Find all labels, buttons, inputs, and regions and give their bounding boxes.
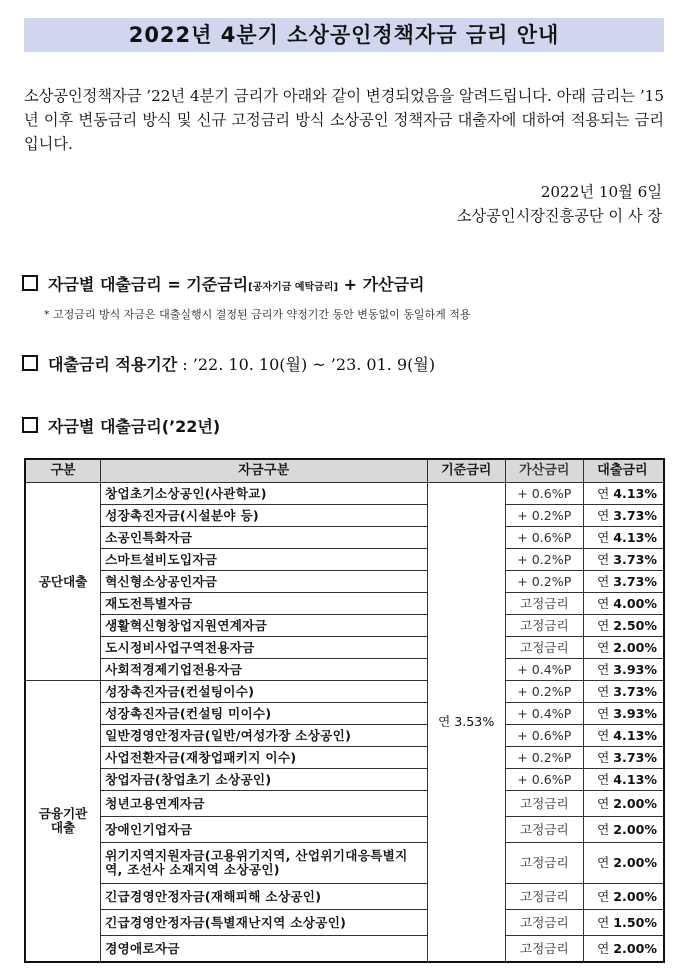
add-rate: 고정금리	[505, 791, 583, 817]
add-rate: + 0.4%P	[505, 703, 583, 725]
rate-value: 4.13%	[613, 485, 657, 501]
loan-rate	[583, 936, 664, 963]
fund-name: 생활혁신형창업지원연계자금	[101, 615, 428, 637]
add-rate: + 0.2%P	[505, 571, 583, 593]
table-row	[25, 725, 664, 747]
rate-prefix: 연	[597, 705, 610, 721]
intro-paragraph: 소상공인정책자금 ’22년 4분기 금리가 아래와 같이 변경되었음을 알려드립니다. 아래 금리는 ’15년 이후 변동금리 방식 및 신규 고정금리 방식 소상공인 정책자금 대출자에 대하여 적용되는 금리입니다.	[24, 87, 664, 153]
rate-value: 4.00%	[613, 595, 657, 611]
fund-name: 성장촉진자금(시설분야 등)	[101, 505, 428, 527]
table-body	[25, 483, 664, 963]
header-base-rate: 기준금리	[427, 459, 505, 483]
fund-name: 긴급경영안정자금(재해피해 소상공인)	[101, 884, 428, 910]
fund-name: 위기지역지원자금(고용위기지역, 산업위기대응특별지역, 조선사 소재지역 소상공인)	[101, 843, 428, 884]
rate-prefix: 연	[597, 855, 610, 870]
loan-rate	[583, 615, 664, 637]
loan-rate	[583, 593, 664, 615]
table-row	[25, 615, 664, 637]
rate-value: 3.73%	[613, 749, 657, 765]
period-value: : ’22. 10. 10(월) ~ ’23. 01. 9(월)	[177, 355, 436, 374]
rate-prefix: 연	[597, 617, 610, 633]
table-row	[25, 791, 664, 817]
add-rate: + 0.2%P	[505, 505, 583, 527]
loan-rate	[583, 791, 664, 817]
add-rate: 고정금리	[505, 637, 583, 659]
table-row	[25, 637, 664, 659]
rate-prefix: 연	[597, 914, 610, 930]
rate-prefix: 연	[597, 639, 610, 655]
rate-value: 1.50%	[613, 914, 657, 930]
rate-prefix: 연	[597, 771, 610, 787]
add-rate: + 0.2%P	[505, 681, 583, 703]
fixed-rate-note: * 고정금리 방식 자금은 대출실행시 결정된 금리가 약정기간 동안 변동없이 동일하게 적용	[44, 308, 471, 321]
add-rate: + 0.6%P	[505, 483, 583, 505]
signer: 소상공인시장진흥공단 이 사 장	[456, 207, 662, 225]
rate-prefix: 연	[597, 888, 610, 904]
loan-rate	[583, 725, 664, 747]
rate-prefix: 연	[597, 507, 610, 523]
group-bank-loan-line1: 금융기관	[38, 806, 88, 821]
rate-prefix: 연	[597, 661, 610, 677]
header-loan-rate: 대출금리	[583, 459, 664, 483]
fund-name: 창업초기소상공인(사관학교)	[101, 483, 428, 505]
rate-prefix: 연	[597, 485, 610, 501]
date-signature	[457, 180, 662, 228]
section-period	[22, 352, 435, 375]
rate-prefix: 연	[597, 529, 610, 545]
table-row	[25, 843, 664, 884]
fund-name: 긴급경영안정자금(특별재난지역 소상공인)	[101, 910, 428, 936]
rate-value: 3.73%	[613, 683, 657, 699]
group-agency-loan: 공단대출	[25, 483, 101, 681]
table-row	[25, 936, 664, 963]
loan-rate	[583, 769, 664, 791]
fund-name: 성장촉진자금(컨설팅이수)	[101, 681, 428, 703]
loan-rate	[583, 884, 664, 910]
add-rate: + 0.2%P	[505, 549, 583, 571]
fund-name: 사업전환자금(재창업패키지 이수)	[101, 747, 428, 769]
fund-name: 경영애로자금	[101, 936, 428, 963]
fund-name: 도시정비사업구역전용자금	[101, 637, 428, 659]
base-rate: 연 3.53%	[427, 483, 505, 963]
rate-value: 2.00%	[613, 888, 657, 904]
fund-name: 창업자금(창업초기 소상공인)	[101, 769, 428, 791]
table-row	[25, 747, 664, 769]
table-row	[25, 703, 664, 725]
table-row	[25, 593, 664, 615]
group-bank-loan-line2: 대출	[50, 820, 76, 835]
rate-value: 3.73%	[613, 551, 657, 567]
rate-prefix: 연	[597, 749, 610, 765]
fund-name: 재도전특별자금	[101, 593, 428, 615]
add-rate: 고정금리	[505, 884, 583, 910]
table-row	[25, 505, 664, 527]
table-header-row	[25, 459, 664, 483]
add-rate: + 0.6%P	[505, 725, 583, 747]
table-row	[25, 817, 664, 843]
rate-value: 2.50%	[613, 617, 657, 633]
rate-value: 3.93%	[613, 705, 657, 721]
fund-name: 청년고용연계자금	[101, 791, 428, 817]
table-row	[25, 910, 664, 936]
add-rate: 고정금리	[505, 615, 583, 637]
add-rate: 고정금리	[505, 910, 583, 936]
rate-table	[24, 458, 665, 963]
header-add-rate: 가산금리	[505, 459, 583, 483]
add-rate: 고정금리	[505, 817, 583, 843]
table-row	[25, 884, 664, 910]
table-row	[25, 571, 664, 593]
rate-prefix: 연	[597, 795, 610, 811]
add-rate: 고정금리	[505, 593, 583, 615]
loan-rate	[583, 817, 664, 843]
section-rate-formula	[22, 272, 424, 295]
loan-rate	[583, 505, 664, 527]
header-fund-type: 자금구분	[101, 459, 428, 483]
rate-prefix: 연	[597, 551, 610, 567]
rate-value: 4.13%	[613, 529, 657, 545]
add-rate: + 0.2%P	[505, 747, 583, 769]
checkbox-square-icon	[22, 355, 38, 371]
loan-rate	[583, 483, 664, 505]
rate-prefix: 연	[597, 595, 610, 611]
formula-suffix: + 가산금리	[338, 275, 425, 294]
rate-value: 3.73%	[613, 573, 657, 589]
table-row	[25, 549, 664, 571]
add-rate: + 0.6%P	[505, 527, 583, 549]
add-rate: + 0.6%P	[505, 769, 583, 791]
group-bank-loan	[25, 681, 101, 963]
rate-value: 2.00%	[613, 639, 657, 655]
rate-prefix: 연	[597, 821, 610, 837]
table-row	[25, 681, 664, 703]
add-rate: 고정금리	[505, 843, 583, 884]
loan-rate	[583, 843, 664, 884]
loan-rate	[583, 637, 664, 659]
fund-name: 소공인특화자금	[101, 527, 428, 549]
fund-name: 장애인기업자금	[101, 817, 428, 843]
loan-rate	[583, 527, 664, 549]
loan-rate	[583, 549, 664, 571]
table-row	[25, 659, 664, 681]
rate-value: 2.00%	[613, 855, 657, 870]
rate-value: 4.13%	[613, 771, 657, 787]
table-row	[25, 483, 664, 505]
rate-prefix: 연	[597, 727, 610, 743]
loan-rate	[583, 747, 664, 769]
loan-rate	[583, 659, 664, 681]
rate-value: 2.00%	[613, 940, 657, 956]
table-section-label: 자금별 대출금리(’22년)	[48, 417, 221, 436]
fund-name: 사회적경제기업전용자금	[101, 659, 428, 681]
formula-bracket: [공자기금 예탁금리]	[248, 282, 339, 293]
rate-prefix: 연	[597, 683, 610, 699]
rate-value: 3.73%	[613, 507, 657, 523]
table-row	[25, 769, 664, 791]
fund-name: 혁신형소상공인자금	[101, 571, 428, 593]
period-label: 대출금리 적용기간	[48, 355, 178, 374]
rate-prefix: 연	[597, 573, 610, 589]
page-title: 2022년 4분기 소상공인정책자금 금리 안내	[24, 18, 664, 52]
formula-prefix: 자금별 대출금리 = 기준금리	[48, 275, 249, 294]
add-rate: 고정금리	[505, 936, 583, 963]
table-row	[25, 527, 664, 549]
header-category: 구분	[25, 459, 101, 483]
loan-rate	[583, 703, 664, 725]
rate-value: 4.13%	[613, 727, 657, 743]
loan-rate	[583, 681, 664, 703]
fund-name: 스마트설비도입자금	[101, 549, 428, 571]
section-rate-table	[22, 414, 220, 437]
rate-value: 2.00%	[613, 821, 657, 837]
fund-name: 성장촉진자금(컨설팅 미이수)	[101, 703, 428, 725]
notice-date: 2022년 10월 6일	[540, 183, 662, 201]
add-rate: + 0.4%P	[505, 659, 583, 681]
rate-value: 3.93%	[613, 661, 657, 677]
loan-rate	[583, 571, 664, 593]
fund-name: 일반경영안정자금(일반/여성가장 소상공인)	[101, 725, 428, 747]
checkbox-square-icon	[22, 275, 38, 291]
rate-value: 2.00%	[613, 795, 657, 811]
rate-prefix: 연	[597, 940, 610, 956]
checkbox-square-icon	[22, 417, 38, 433]
loan-rate	[583, 910, 664, 936]
